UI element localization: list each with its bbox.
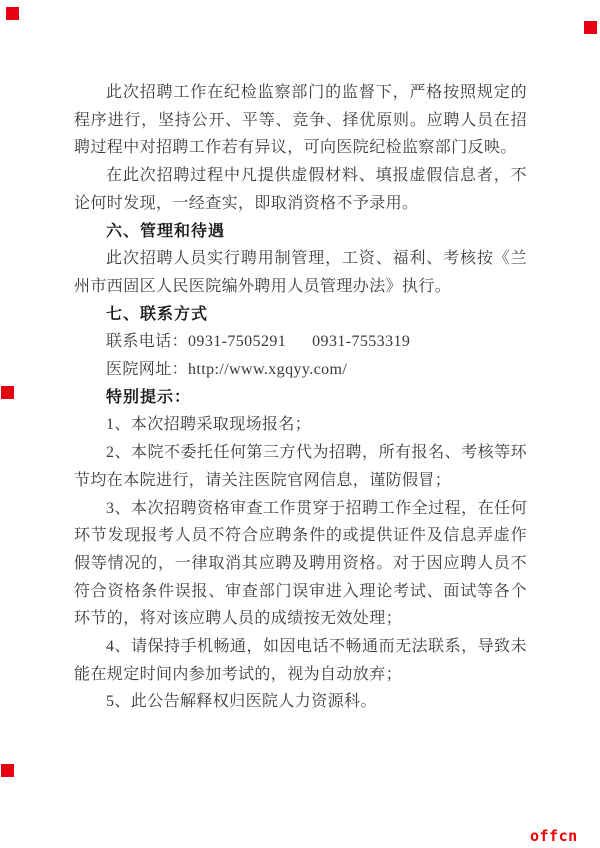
notice-item-3: 3、本次招聘资格审查工作贯穿于招聘工作全过程，在任何环节发现报考人员不符合应聘条件的或提供证件及信息弄虚作假等情况的，一律取消其应聘及聘用资格。对于因应聘人员不符合资格条件误报、审查部门误审进入理论考试、面试等各个环节的，将对该应聘人员的成绩按无效处理；	[74, 499, 527, 628]
notice-item-1: 1、本次招聘采取现场报名；	[106, 416, 312, 434]
heading-management-treatment: 六、管理和待遇	[106, 222, 226, 240]
offcn-logo-square-icon	[1, 386, 14, 399]
phone-number-1: 0931-7505291	[188, 333, 287, 351]
notice-item-5: 5、此公告解释权归医院人力资源科。	[106, 693, 377, 711]
notice-item-2: 2、本院不委托任何第三方代为招聘，所有报名、考核等环节均在本院进行，请关注医院官网信息，谨防假冒；	[74, 444, 527, 489]
offcn-logo-square-icon	[6, 7, 19, 20]
para-employment-management: 此次招聘人员实行聘用制管理，工资、福利、考核按《兰州市西固区人民医院编外聘用人员管理办法》执行。	[74, 250, 527, 295]
website-label: 医院网址：	[106, 361, 189, 379]
phone-label: 联系电话：	[106, 333, 189, 351]
para-supervision: 此次招聘工作在纪检监察部门的监督下，严格按照规定的程序进行，坚持公开、平等、竞争、择优原则。应聘人员在招聘过程中对招聘工作若有异议，可向医院纪检监察部门反映。	[74, 84, 527, 157]
para-false-info: 在此次招聘过程中凡提供虚假材料、填报虚假信息者，不论何时发现，一经查实，即取消资格不予录用。	[74, 167, 527, 212]
contact-phone-line	[74, 328, 527, 356]
offcn-brand-text: offcn	[530, 827, 578, 845]
heading-special-notice: 特别提示：	[106, 388, 192, 406]
document-body	[74, 79, 527, 716]
phone-number-2: 0931-7553319	[312, 333, 411, 351]
offcn-logo-square-icon	[1, 764, 14, 777]
contact-website-line	[74, 356, 527, 384]
offcn-logo-square-icon	[584, 21, 597, 34]
notice-item-4: 4、请保持手机畅通，如因电话不畅通而无法联系，导致未能在规定时间内参加考试的，视为自动放弃；	[74, 638, 527, 683]
website-url: http://www.xgqyy.com/	[188, 361, 348, 379]
heading-contact-method: 七、联系方式	[106, 305, 209, 323]
